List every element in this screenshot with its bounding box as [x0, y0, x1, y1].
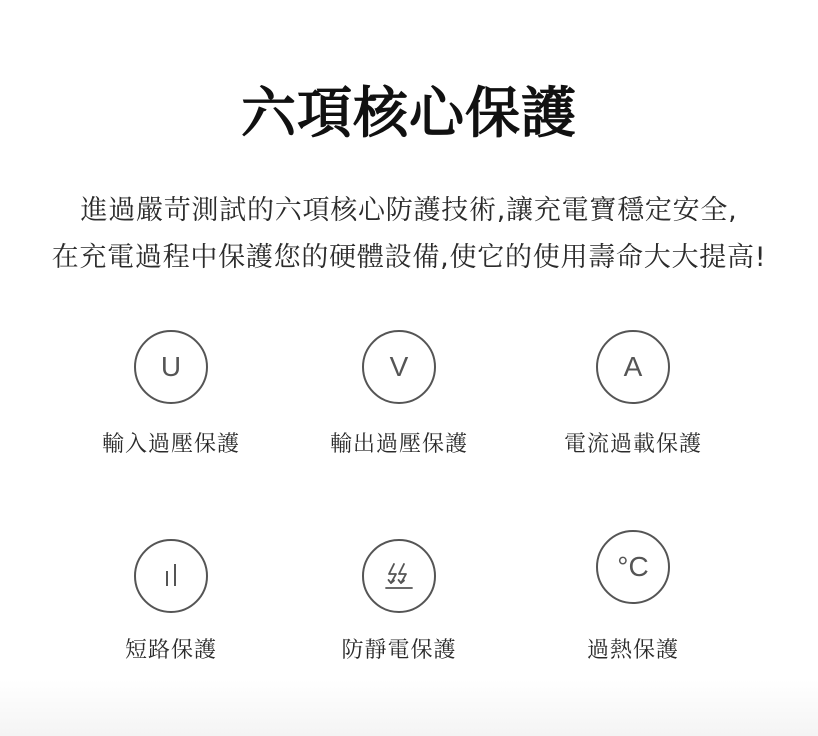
- feature-output-overvoltage: [289, 330, 509, 460]
- voltage-u-icon: [134, 330, 208, 404]
- short-circuit-line: [166, 571, 168, 586]
- temperature-celsius-icon: [596, 530, 670, 604]
- feature-label: 防靜電保護: [341, 638, 457, 663]
- feature-short-circuit: [61, 539, 281, 666]
- feature-label: 輸出過壓保護: [329, 432, 468, 457]
- feature-label: 電流過載保護: [563, 432, 702, 457]
- bottom-fade: [0, 680, 818, 736]
- voltage-v-icon: [362, 330, 436, 404]
- icon-symbol-v: V: [389, 351, 409, 382]
- description-line-1: 進過嚴苛測試的六項核心防護技術,讓充電寶穩定安全,: [80, 195, 738, 226]
- short-circuit-icon: [134, 539, 208, 613]
- lightning-bolts-icon: [377, 554, 421, 598]
- icon-symbol-celsius: °C: [617, 551, 649, 582]
- feature-label: 過熱保護: [586, 638, 679, 663]
- feature-anti-static: [289, 539, 509, 666]
- feature-overcurrent: [523, 330, 743, 460]
- description-line-2: 在充電過程中保護您的硬體設備,使它的使用壽命大大提高!: [51, 242, 767, 273]
- static-electricity-icon: [362, 539, 436, 613]
- current-a-icon: [596, 330, 670, 404]
- feature-overheat: [523, 539, 743, 666]
- short-circuit-symbol: [164, 564, 178, 588]
- description: [0, 187, 818, 281]
- page-title: 六項核心保護: [240, 81, 577, 145]
- feature-label: 短路保護: [124, 638, 217, 663]
- icon-symbol-a: A: [623, 351, 643, 382]
- feature-input-overvoltage: [61, 330, 281, 460]
- short-circuit-line: [174, 564, 176, 586]
- icon-symbol-u: U: [160, 351, 182, 382]
- feature-label: 輸入過壓保護: [101, 432, 240, 457]
